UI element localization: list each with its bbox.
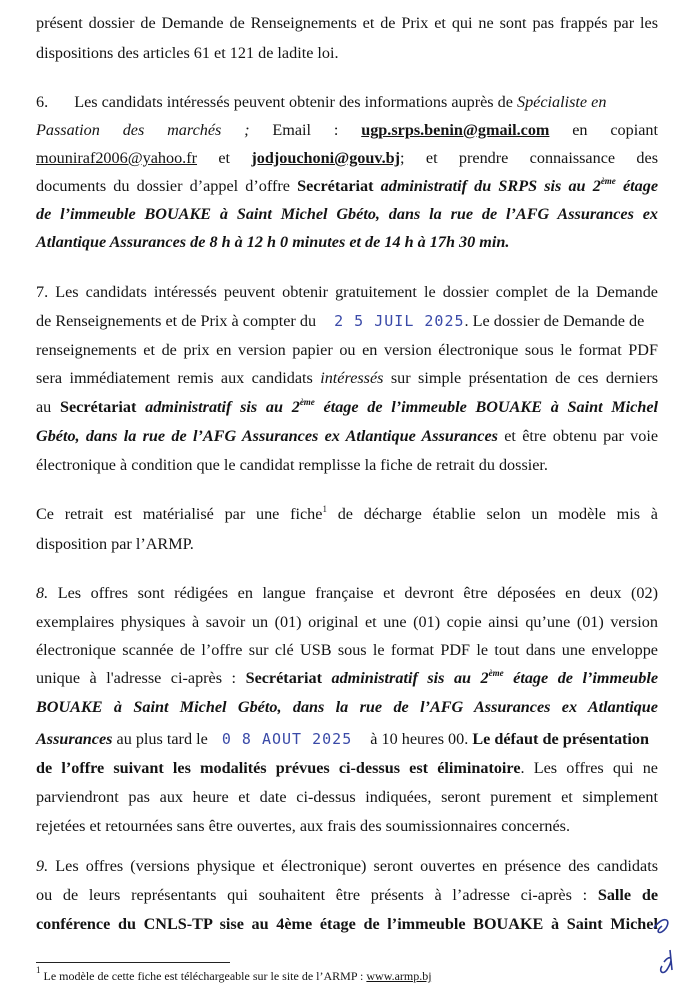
item8-line-6: Assurances au plus tard le 0 8 AOUT 2025 à 10 heures 00. Le défaut de présentation [36, 730, 650, 748]
item7-line-2: de Renseignements et de Prix à compter du 2 5 JUIL 2025. Le dossier de Demande de [36, 312, 645, 330]
item9-line-2: ou de leurs représentants qui souhaitent être présents à l’adresse ci-après : Salle de [36, 886, 659, 904]
item7-line-3: renseignements et de prix en version papier ou en version électronique sous le format PDF [36, 341, 658, 359]
date-stamp-aout: 0 8 AOUT 2025 [221, 730, 353, 748]
item7-line-6: Gbéto, dans la rue de l’AFG Assurances ex Atlantique Assurances et être obtenu par voie [36, 427, 659, 445]
item6-line-4: documents du dossier d’appel d’offre Secrétariat administratif du SRPS sis au 2ème étage [36, 176, 659, 195]
item7-line-5: au Secrétariat administratif sis au 2ème étage de l’immeuble BOUAKE à Saint Michel [36, 397, 659, 416]
item7-line-7: électronique à condition que le candidat remplisse la fiche de retrait du dossier. [36, 456, 548, 474]
retrait-line-1: Ce retrait est matérialisé par une fiche$^1$ de décharge établie selon un modèle mis à [36, 504, 658, 523]
intro-line-1: présent dossier de Demande de Renseignements et de Prix et qui ne sont pas frappés par les [36, 14, 658, 32]
item8-number: 8. [36, 584, 49, 602]
signature-initials [650, 910, 678, 980]
item6-line-1: 6. Les candidats intéressés peuvent obtenir des informations auprès de Spécialiste en [36, 93, 607, 111]
item7-line-1: 7. Les candidats intéressés peuvent obtenir gratuitement le dossier complet de la Demande [36, 283, 658, 301]
item6-line-5: de l’immeuble BOUAKE à Saint Michel Gbéto, dans la rue de l’AFG Assurances ex [36, 205, 658, 223]
item6-number: 6. [36, 93, 49, 111]
item7-line-4: sera immédiatement remis aux candidats intéressés sur simple présentation de ces derniers [36, 369, 659, 387]
footnote-separator [36, 962, 230, 963]
item8-line-9: rejetées et retournées sans être ouvertes, aux frais des soumissionnaires concernés. [36, 817, 570, 835]
footnote: $^1$ Le modèle de cette fiche est téléchargeable sur le site de l’ARMP : www.armp.bj [36, 965, 432, 983]
item6-line-6: Atlantique Assurances de 8 h à 12 h 0 minutes et de 14 h à 17h 30 min. [36, 233, 510, 251]
item8-line-1: 8. Les offres sont rédigées en langue française et devront être déposées en deux (02) [36, 584, 659, 602]
item9-line-3: conférence du CNLS-TP sise au 4ème étage de l’immeuble BOUAKE à Saint Michel [36, 915, 658, 933]
item6-line-3: mouniraf2006@yahoo.fr et jodjouchoni@gouv.bj; et prendre connaissance des [36, 149, 658, 167]
email-link-jodjouchoni[interactable]: jodjouchoni@gouv.bj [251, 149, 401, 167]
email-link-ugp[interactable]: ugp.srps.benin@gmail.com [361, 121, 550, 139]
item9-number: 9. [36, 857, 49, 875]
item8-line-7: de l’offre suivant les modalités prévues ci-dessus est éliminatoire. Les offres qui ne [36, 759, 658, 777]
item6-line-2: Passation des marchés ; Email : ugp.srps.benin@gmail.com en copiant [36, 121, 659, 139]
item8-line-8: parviendront pas aux heure et date ci-dessus indiquées, seront purement et simplement [36, 788, 658, 806]
item8-line-5: BOUAKE à Saint Michel Gbéto, dans la rue de l’AFG Assurances ex Atlantique [36, 698, 658, 716]
footnote-ref: 1 [322, 504, 327, 514]
armp-link[interactable]: www.armp.bj [366, 969, 432, 983]
date-stamp-juil: 2 5 JUIL 2025 [334, 312, 465, 330]
item8-line-4: unique à l'adresse ci-après : Secrétariat administratif sis au 2ème étage de l’immeuble [36, 668, 659, 687]
email-link-mouniraf[interactable]: mouniraf2006@yahoo.fr [36, 149, 198, 167]
item8-line-2: exemplaires physiques à savoir un (01) original et une (01) copie ainsi qu’une (01) version [36, 613, 658, 631]
item9-line-1: 9. Les offres (versions physique et électronique) seront ouvertes en présence des candidats [36, 857, 659, 875]
item8-line-3: électronique scannée de l’offre sur clé USB sous le format PDF le tout dans une enveloppe [36, 641, 658, 659]
intro-line-2: dispositions des articles 61 et 121 de ladite loi. [36, 44, 339, 62]
retrait-line-2: disposition par l’ARMP. [36, 535, 194, 553]
